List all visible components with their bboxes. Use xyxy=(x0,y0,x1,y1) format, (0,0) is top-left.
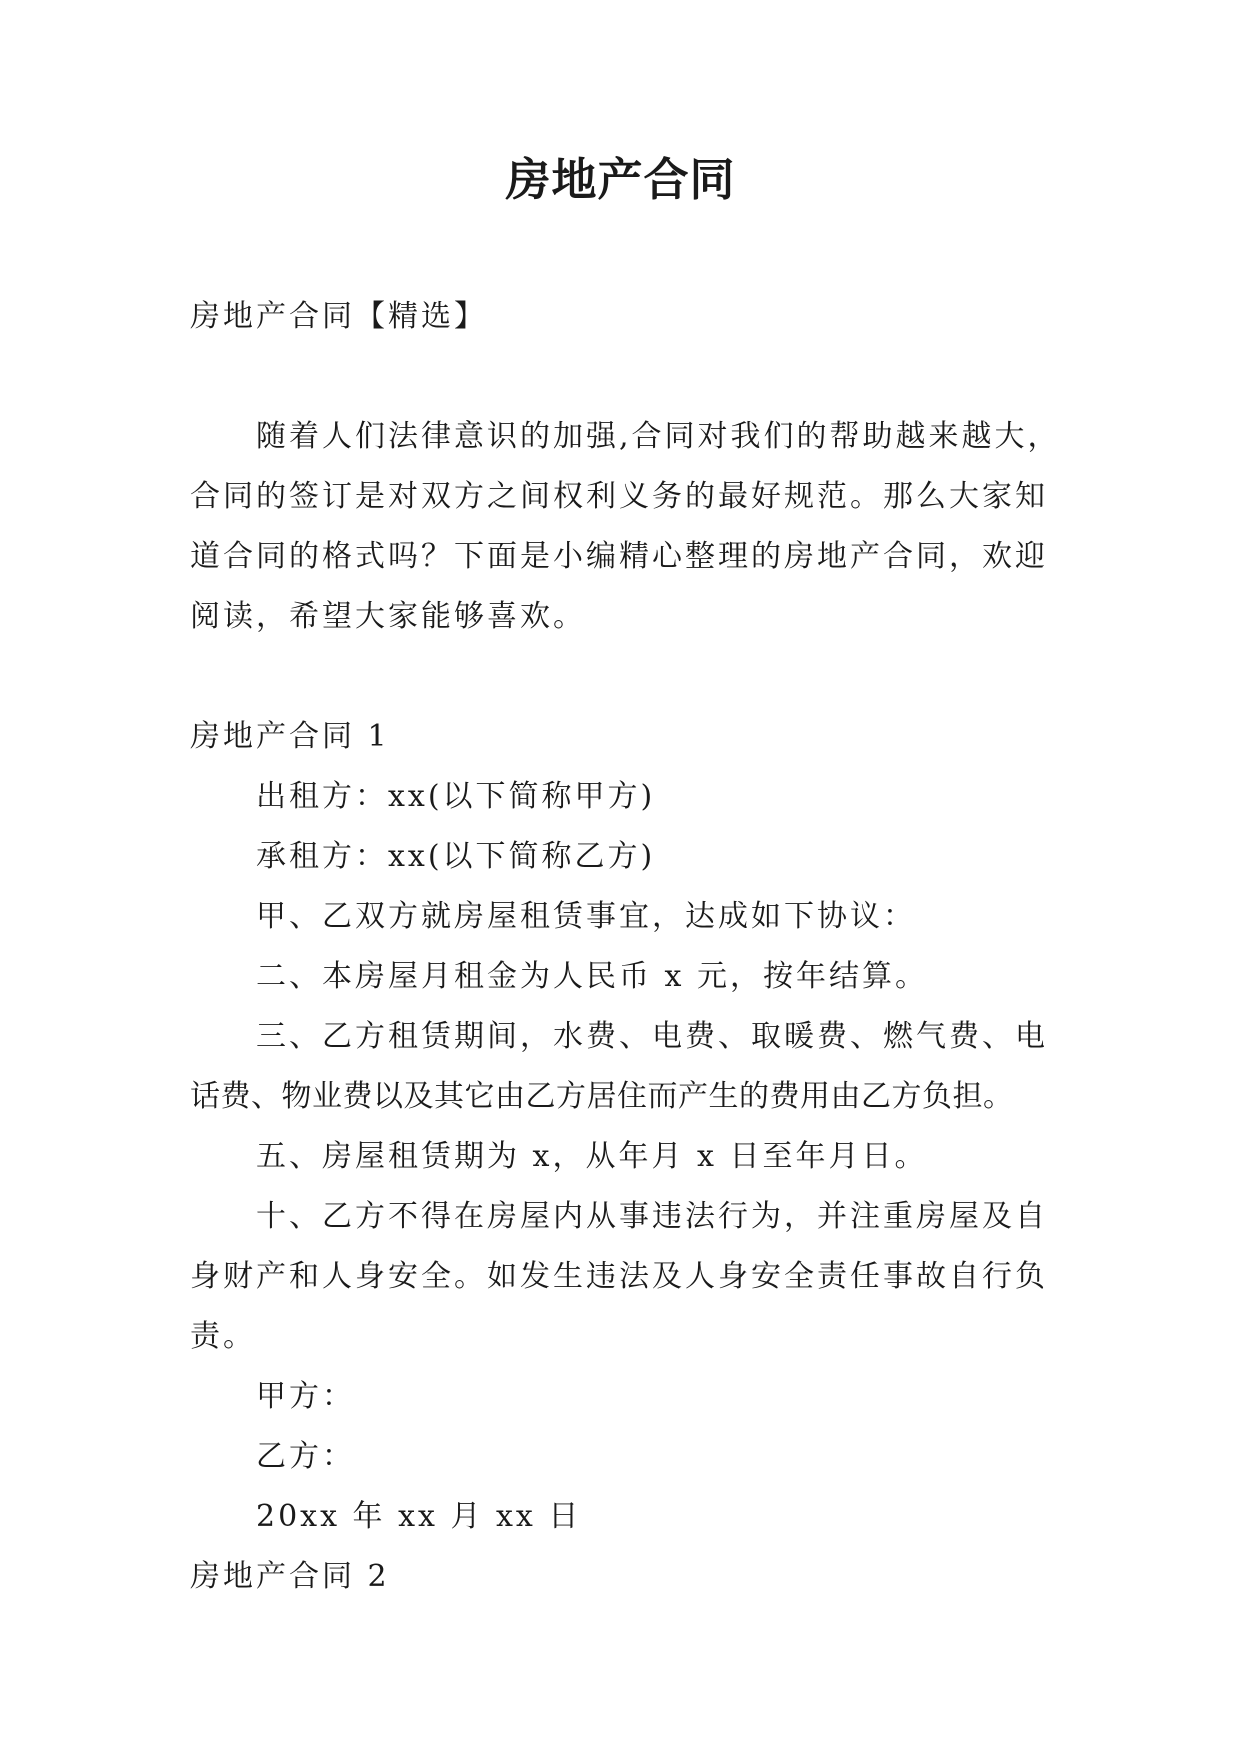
document-subtitle: 房地产合同【精选】 xyxy=(190,299,487,334)
clause-10-line: 十、乙方不得在房屋内从事违法行为，并注重房屋及自 xyxy=(256,1199,1048,1234)
agreement-line: 甲、乙双方就房屋租赁事宜，达成如下协议： xyxy=(256,899,916,934)
lessee-line: 承租方：xx(以下简称乙方) xyxy=(256,839,656,874)
clause-5: 五、房屋租赁期为 x，从年月 x 日至年月日。 xyxy=(256,1139,928,1174)
clause-10-line: 身财产和人身安全。如发生违法及人身安全责任事故自行负 xyxy=(190,1259,1048,1294)
intro-line: 阅读，希望大家能够喜欢。 xyxy=(190,599,586,634)
intro-line: 道合同的格式吗？下面是小编精心整理的房地产合同，欢迎 xyxy=(190,539,1048,574)
clause-3-line: 话费、物业费以及其它由乙方居住而产生的费用由乙方负担。 xyxy=(190,1079,1014,1114)
party-b-signature: 乙方： xyxy=(256,1439,355,1474)
section-heading-2: 房地产合同 2 xyxy=(190,1559,390,1594)
intro-paragraph xyxy=(190,407,1060,647)
intro-line: 随着人们法律意识的加强,合同对我们的帮助越来越大， xyxy=(256,419,1061,454)
clause-10-line: 责。 xyxy=(190,1319,256,1354)
clause-2: 二、本房屋月租金为人民币 x 元，按年结算。 xyxy=(256,959,928,994)
intro-line: 合同的签订是对双方之间权利义务的最好规范。那么大家知 xyxy=(190,479,1048,514)
signing-date: 20xx 年 xx 月 xx 日 xyxy=(256,1499,582,1534)
clause-10 xyxy=(190,1187,1060,1367)
clause-3 xyxy=(190,1007,1060,1127)
document-title: 房地产合同 xyxy=(505,153,736,206)
lessor-line: 出租方：xx(以下简称甲方) xyxy=(256,779,656,814)
document-body xyxy=(190,287,1060,1607)
section-heading-1: 房地产合同 1 xyxy=(190,719,390,754)
spacer xyxy=(190,347,1060,407)
spacer xyxy=(190,647,1060,707)
clause-3-line: 三、乙方租赁期间，水费、电费、取暖费、燃气费、电 xyxy=(256,1019,1048,1054)
party-a-signature: 甲方： xyxy=(256,1379,355,1414)
